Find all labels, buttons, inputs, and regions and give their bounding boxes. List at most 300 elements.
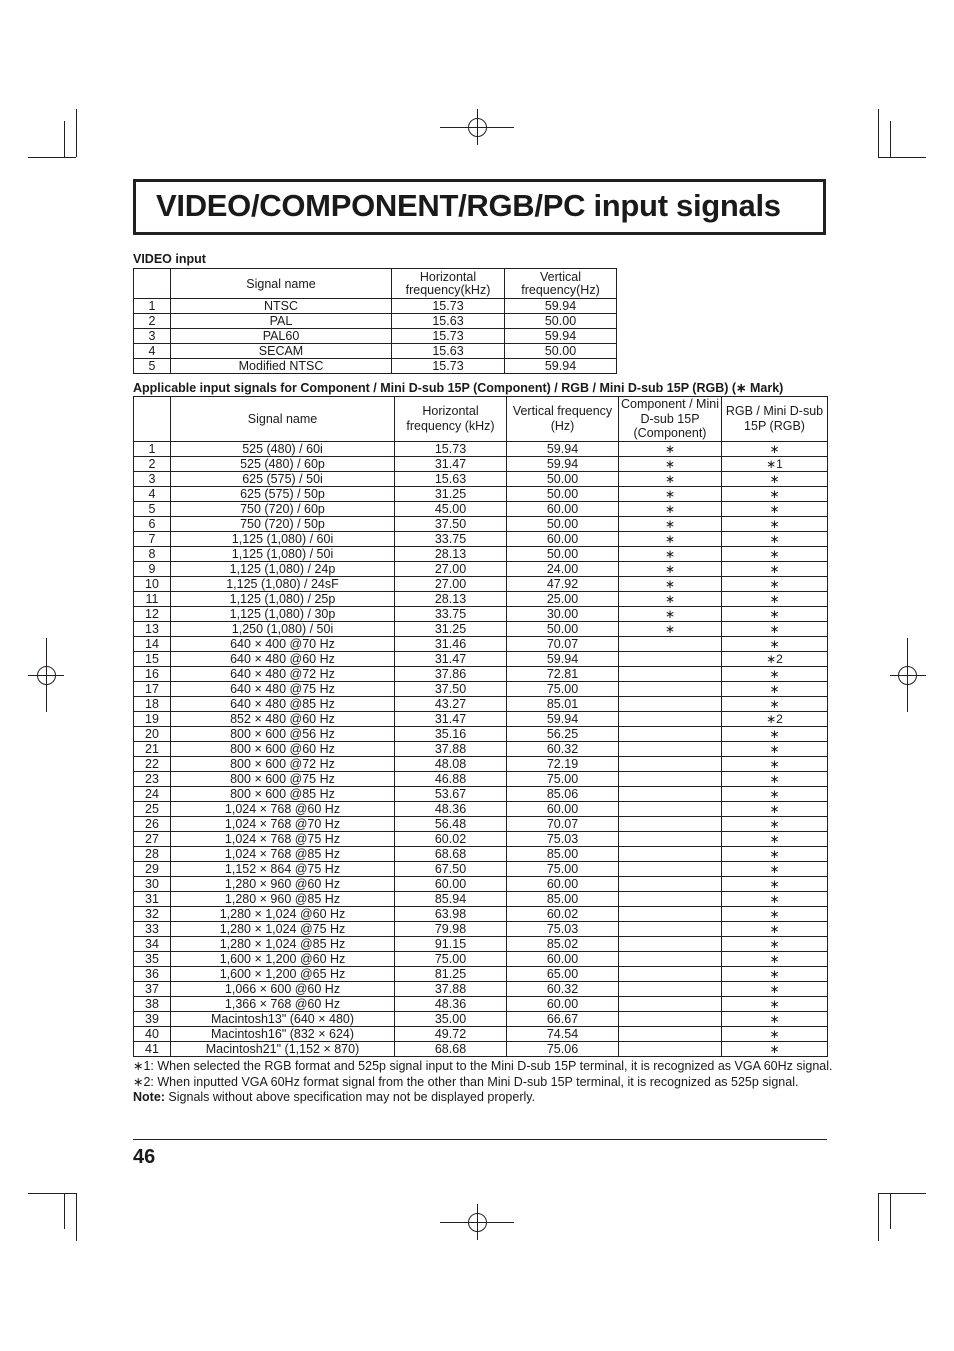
table-cell: 59.94 [507, 441, 619, 456]
table-cell: 50.00 [505, 344, 617, 359]
table-cell: 2 [134, 314, 171, 329]
table-row [134, 299, 617, 314]
table-row [134, 486, 828, 501]
table-cell: 75.00 [507, 771, 619, 786]
table-cell: ∗ [722, 726, 828, 741]
table-cell: 11 [134, 591, 171, 606]
table-cell: 43.27 [395, 696, 507, 711]
table-cell: 1,600 × 1,200 @60 Hz [171, 951, 395, 966]
table-cell: 21 [134, 741, 171, 756]
table-row [134, 831, 828, 846]
table-header-row [134, 269, 617, 299]
table-cell: 53.67 [395, 786, 507, 801]
table-row [134, 359, 617, 374]
table-cell: 1,600 × 1,200 @65 Hz [171, 966, 395, 981]
table-cell: 60.02 [507, 906, 619, 921]
table-cell: ∗ [722, 861, 828, 876]
table-cell: ∗ [722, 1026, 828, 1041]
table-cell: 1,024 × 768 @60 Hz [171, 801, 395, 816]
table-cell: 1,125 (1,080) / 30p [171, 606, 395, 621]
table-row [134, 531, 828, 546]
table-cell: 800 × 600 @75 Hz [171, 771, 395, 786]
table-row [134, 1011, 828, 1026]
table-cell [619, 921, 722, 936]
table-cell: 800 × 600 @56 Hz [171, 726, 395, 741]
table-cell: 27.00 [395, 576, 507, 591]
table-cell: ∗ [722, 756, 828, 771]
table-cell: 1,152 × 864 @75 Hz [171, 861, 395, 876]
table-cell: ∗ [722, 681, 828, 696]
table-cell: 36 [134, 966, 171, 981]
table-cell: 1,024 × 768 @70 Hz [171, 816, 395, 831]
table-cell: ∗ [619, 561, 722, 576]
table-cell [619, 816, 722, 831]
table-row [134, 846, 828, 861]
table-cell: 67.50 [395, 861, 507, 876]
table-cell: 35.00 [395, 1011, 507, 1026]
table-cell: 79.98 [395, 921, 507, 936]
table-cell [619, 1041, 722, 1056]
table-row [134, 329, 617, 344]
table-cell: ∗ [619, 516, 722, 531]
table-cell: 85.06 [507, 786, 619, 801]
table-cell: 39 [134, 1011, 171, 1026]
table-cell: 3 [134, 471, 171, 486]
table-cell: 640 × 480 @85 Hz [171, 696, 395, 711]
table-cell: 10 [134, 576, 171, 591]
table-cell: ∗ [619, 486, 722, 501]
table-cell: 1,250 (1,080) / 50i [171, 621, 395, 636]
table-cell: 46.88 [395, 771, 507, 786]
table-cell: NTSC [171, 299, 392, 314]
table-cell [619, 906, 722, 921]
table-cell [619, 936, 722, 951]
page-number: 46 [133, 1146, 156, 1168]
table-cell: 75.06 [507, 1041, 619, 1056]
table-cell: 20 [134, 726, 171, 741]
table-cell: ∗ [722, 816, 828, 831]
table-row [134, 441, 828, 456]
table-cell: 800 × 600 @60 Hz [171, 741, 395, 756]
header-cell: Signal name [171, 269, 392, 299]
table-cell: 14 [134, 636, 171, 651]
table-cell: 75.03 [507, 831, 619, 846]
table-cell: 68.68 [395, 1041, 507, 1056]
table-cell: 15.73 [392, 299, 505, 314]
table-row [134, 576, 828, 591]
table-cell: 1,125 (1,080) / 24p [171, 561, 395, 576]
table-cell: 65.00 [507, 966, 619, 981]
table-cell [619, 981, 722, 996]
table-cell: ∗ [722, 846, 828, 861]
table-cell: 35 [134, 951, 171, 966]
table-cell: 50.00 [507, 621, 619, 636]
table-row [134, 1041, 828, 1056]
footnote-1: ∗1: When selected the RGB format and 525p signal input to the Mini D-sub 15P terminal, it is recognized as VGA 60Hz signal. [133, 1059, 833, 1073]
table-cell: ∗ [619, 606, 722, 621]
table-cell: ∗ [619, 546, 722, 561]
table-row [134, 314, 617, 329]
table-cell: Macintosh21" (1,152 × 870) [171, 1041, 395, 1056]
table-cell: ∗ [619, 591, 722, 606]
table-row [134, 726, 828, 741]
table-cell: 6 [134, 516, 171, 531]
table-row [134, 471, 828, 486]
table-cell: 17 [134, 681, 171, 696]
table-cell: ∗ [722, 666, 828, 681]
table-cell: ∗ [722, 771, 828, 786]
page-title: VIDEO/COMPONENT/RGB/PC input signals [156, 188, 781, 223]
table-row [134, 981, 828, 996]
table-cell: 60.00 [507, 996, 619, 1011]
table-cell: 41 [134, 1041, 171, 1056]
table-cell: 24.00 [507, 561, 619, 576]
table-cell: 25 [134, 801, 171, 816]
table-cell: ∗ [722, 951, 828, 966]
table-row [134, 891, 828, 906]
note-label: Note: [133, 1090, 165, 1104]
table-cell: 85.01 [507, 696, 619, 711]
footer-rule [133, 1139, 827, 1140]
table-row [134, 516, 828, 531]
table-cell: 15.63 [392, 344, 505, 359]
table-cell: 4 [134, 486, 171, 501]
table-cell: 59.94 [507, 651, 619, 666]
table-cell: ∗ [722, 591, 828, 606]
table-cell: 13 [134, 621, 171, 636]
table-cell: 1,280 × 1,024 @60 Hz [171, 906, 395, 921]
table-cell [619, 846, 722, 861]
table-cell: 31.46 [395, 636, 507, 651]
table-cell: 15.73 [392, 359, 505, 374]
table-cell: 27.00 [395, 561, 507, 576]
header-cell: Vertical frequency (Hz) [507, 397, 619, 442]
table-cell: 30 [134, 876, 171, 891]
table-row [134, 711, 828, 726]
table-cell: ∗ [722, 966, 828, 981]
table-cell: 5 [134, 501, 171, 516]
header-cell: Vertical frequency(Hz) [505, 269, 617, 299]
table-cell: ∗ [722, 1011, 828, 1026]
table-cell: 45.00 [395, 501, 507, 516]
table-cell: ∗ [722, 996, 828, 1011]
table-cell: 56.48 [395, 816, 507, 831]
table-cell: 1,066 × 600 @60 Hz [171, 981, 395, 996]
table-cell: 81.25 [395, 966, 507, 981]
table-cell: ∗2 [722, 651, 828, 666]
table-cell [619, 786, 722, 801]
table-row [134, 591, 828, 606]
table-cell: ∗ [619, 456, 722, 471]
table-cell: 1,125 (1,080) / 60i [171, 531, 395, 546]
table-cell: 27 [134, 831, 171, 846]
table-cell: 26 [134, 816, 171, 831]
table-cell [619, 1026, 722, 1041]
table-cell: 75.00 [507, 681, 619, 696]
table-cell: 1,024 × 768 @85 Hz [171, 846, 395, 861]
footnote-2: ∗2: When inputted VGA 60Hz format signal from the other than Mini D-sub 15P terminal, it is recognized as 525p signal. [133, 1074, 799, 1089]
table-cell: 72.19 [507, 756, 619, 771]
table-cell [619, 861, 722, 876]
table-cell: 640 × 480 @60 Hz [171, 651, 395, 666]
table-row [134, 966, 828, 981]
table-cell: 37.50 [395, 681, 507, 696]
table-cell: 38 [134, 996, 171, 1011]
table-cell: 66.67 [507, 1011, 619, 1026]
table-cell: ∗ [722, 831, 828, 846]
table-row [134, 636, 828, 651]
table-cell: 91.15 [395, 936, 507, 951]
table-cell: 2 [134, 456, 171, 471]
table-cell: 9 [134, 561, 171, 576]
header-cell: Component / Mini D-sub 15P (Component) [619, 397, 722, 442]
table-cell: 15.73 [395, 441, 507, 456]
table-cell: 50.00 [507, 471, 619, 486]
table-cell: 25.00 [507, 591, 619, 606]
table-cell [619, 681, 722, 696]
table-cell [619, 876, 722, 891]
table-cell [619, 666, 722, 681]
table-cell: 1,280 × 960 @85 Hz [171, 891, 395, 906]
table-cell: 33 [134, 921, 171, 936]
table-row [134, 996, 828, 1011]
table-cell: 56.25 [507, 726, 619, 741]
header-cell: Horizontal frequency (kHz) [395, 397, 507, 442]
table-cell: ∗ [722, 1041, 828, 1056]
table-cell: 800 × 600 @85 Hz [171, 786, 395, 801]
table-cell: 7 [134, 531, 171, 546]
table-cell: 60.02 [395, 831, 507, 846]
table-cell: 33.75 [395, 606, 507, 621]
table-cell: 1,280 × 1,024 @75 Hz [171, 921, 395, 936]
table-row [134, 666, 828, 681]
table-cell [619, 741, 722, 756]
table-cell: 750 (720) / 50p [171, 516, 395, 531]
table-cell: 3 [134, 329, 171, 344]
table-cell: 19 [134, 711, 171, 726]
table-cell: ∗ [722, 891, 828, 906]
header-cell [134, 397, 171, 442]
table-cell: ∗ [722, 981, 828, 996]
table-cell: 31.47 [395, 651, 507, 666]
table-cell: 37.50 [395, 516, 507, 531]
table-header-row [134, 397, 828, 442]
table-cell: 34 [134, 936, 171, 951]
table-cell: ∗ [722, 486, 828, 501]
table-cell: ∗ [722, 936, 828, 951]
table-row [134, 651, 828, 666]
table-cell: 12 [134, 606, 171, 621]
table-cell: ∗ [722, 471, 828, 486]
table-row [134, 936, 828, 951]
table-cell: 75.00 [395, 951, 507, 966]
table-cell: 1,280 × 960 @60 Hz [171, 876, 395, 891]
table-cell: 59.94 [505, 329, 617, 344]
table-cell: 60.32 [507, 741, 619, 756]
table-cell: Modified NTSC [171, 359, 392, 374]
table-cell [619, 951, 722, 966]
header-cell: RGB / Mini D-sub 15P (RGB) [722, 397, 828, 442]
table-cell: 33.75 [395, 531, 507, 546]
table-cell: PAL [171, 314, 392, 329]
table-cell [619, 696, 722, 711]
table-row [134, 621, 828, 636]
table-cell: 640 × 480 @72 Hz [171, 666, 395, 681]
table-cell: ∗ [722, 441, 828, 456]
table-cell: 1,125 (1,080) / 50i [171, 546, 395, 561]
table-row [134, 876, 828, 891]
table-row [134, 861, 828, 876]
table-cell: 28.13 [395, 591, 507, 606]
table-cell: 1 [134, 441, 171, 456]
table-cell: 640 × 400 @70 Hz [171, 636, 395, 651]
table-cell: 85.94 [395, 891, 507, 906]
video-input-heading: VIDEO input [133, 252, 206, 266]
table-cell: 525 (480) / 60p [171, 456, 395, 471]
table-cell: 625 (575) / 50p [171, 486, 395, 501]
table-cell [619, 1011, 722, 1026]
table-cell: ∗1 [722, 456, 828, 471]
table-cell: 75.03 [507, 921, 619, 936]
table-cell: 28.13 [395, 546, 507, 561]
table-cell: SECAM [171, 344, 392, 359]
table-cell: 37.88 [395, 981, 507, 996]
table-cell: 15.63 [392, 314, 505, 329]
table-row [134, 771, 828, 786]
table-cell: 31.47 [395, 711, 507, 726]
table-cell: ∗ [619, 531, 722, 546]
table-cell: ∗ [722, 621, 828, 636]
table-cell [619, 636, 722, 651]
table-cell: 85.02 [507, 936, 619, 951]
table-cell: 70.07 [507, 636, 619, 651]
table-cell: 1,024 × 768 @75 Hz [171, 831, 395, 846]
table-cell: 750 (720) / 60p [171, 501, 395, 516]
table-cell: 50.00 [507, 486, 619, 501]
table-cell: 32 [134, 906, 171, 921]
table-cell: ∗ [619, 621, 722, 636]
component-rgb-heading: Applicable input signals for Component / Mini D-sub 15P (Component) / RGB / Mini D-sub 15P (RGB) (∗ Mark) [133, 381, 784, 395]
table-cell: ∗ [722, 786, 828, 801]
header-cell: Signal name [171, 397, 395, 442]
table-cell: 5 [134, 359, 171, 374]
table-row [134, 606, 828, 621]
table-cell: 74.54 [507, 1026, 619, 1041]
table-cell: ∗ [722, 501, 828, 516]
table-cell: 37.88 [395, 741, 507, 756]
table-cell: 60.00 [507, 501, 619, 516]
table-cell: ∗ [619, 576, 722, 591]
table-cell: 18 [134, 696, 171, 711]
table-cell: 50.00 [507, 516, 619, 531]
table-cell: 16 [134, 666, 171, 681]
table-cell [619, 771, 722, 786]
table-row [134, 456, 828, 471]
table-cell: ∗ [619, 441, 722, 456]
table-cell: ∗ [722, 636, 828, 651]
table-cell: 85.00 [507, 846, 619, 861]
table-cell: 85.00 [507, 891, 619, 906]
table-cell: PAL60 [171, 329, 392, 344]
table-cell: 1,366 × 768 @60 Hz [171, 996, 395, 1011]
table-row [134, 906, 828, 921]
table-row [134, 561, 828, 576]
table-cell: ∗ [722, 516, 828, 531]
table-cell: 31.25 [395, 486, 507, 501]
table-cell: 24 [134, 786, 171, 801]
table-cell: 1,125 (1,080) / 25p [171, 591, 395, 606]
table-row [134, 756, 828, 771]
table-cell: 1 [134, 299, 171, 314]
table-cell: 1,280 × 1,024 @85 Hz [171, 936, 395, 951]
table-cell: ∗ [722, 561, 828, 576]
table-cell: 72.81 [507, 666, 619, 681]
table-cell [619, 756, 722, 771]
table-cell: 63.98 [395, 906, 507, 921]
table-cell: 40 [134, 1026, 171, 1041]
table-cell: 47.92 [507, 576, 619, 591]
table-cell: 59.94 [507, 456, 619, 471]
table-cell [619, 726, 722, 741]
table-cell: 50.00 [505, 314, 617, 329]
video-input-table [133, 268, 617, 374]
table-cell: 48.08 [395, 756, 507, 771]
table-cell: 15.63 [395, 471, 507, 486]
table-cell: 59.94 [505, 299, 617, 314]
table-row [134, 696, 828, 711]
table-cell [619, 711, 722, 726]
table-cell: 60.00 [395, 876, 507, 891]
table-cell: 640 × 480 @75 Hz [171, 681, 395, 696]
table-cell: 28 [134, 846, 171, 861]
page-title-box [133, 179, 826, 235]
table-cell: 48.36 [395, 996, 507, 1011]
table-cell: 49.72 [395, 1026, 507, 1041]
table-cell: 60.00 [507, 531, 619, 546]
footnotes [133, 1059, 833, 1106]
table-cell: 60.32 [507, 981, 619, 996]
table-cell: 59.94 [505, 359, 617, 374]
header-cell [134, 269, 171, 299]
table-row [134, 344, 617, 359]
table-cell: ∗ [722, 696, 828, 711]
note-text: Signals without above specification may not be displayed properly. [164, 1090, 536, 1104]
table-cell: 60.00 [507, 951, 619, 966]
table-row [134, 816, 828, 831]
table-cell: 70.07 [507, 816, 619, 831]
table-cell: ∗2 [722, 711, 828, 726]
table-cell: 31.47 [395, 456, 507, 471]
table-cell: 4 [134, 344, 171, 359]
table-cell: 23 [134, 771, 171, 786]
table-cell: 31.25 [395, 621, 507, 636]
table-cell: 1,125 (1,080) / 24sF [171, 576, 395, 591]
table-row [134, 681, 828, 696]
table-cell: 625 (575) / 50i [171, 471, 395, 486]
note-line [133, 1090, 833, 1106]
table-cell: 60.00 [507, 801, 619, 816]
table-cell: 35.16 [395, 726, 507, 741]
table-cell: ∗ [722, 531, 828, 546]
table-cell: 48.36 [395, 801, 507, 816]
table-cell: 37.86 [395, 666, 507, 681]
table-row [134, 1026, 828, 1041]
table-cell [619, 966, 722, 981]
table-cell: ∗ [722, 801, 828, 816]
table-cell: 852 × 480 @60 Hz [171, 711, 395, 726]
table-row [134, 921, 828, 936]
table-cell: 29 [134, 861, 171, 876]
